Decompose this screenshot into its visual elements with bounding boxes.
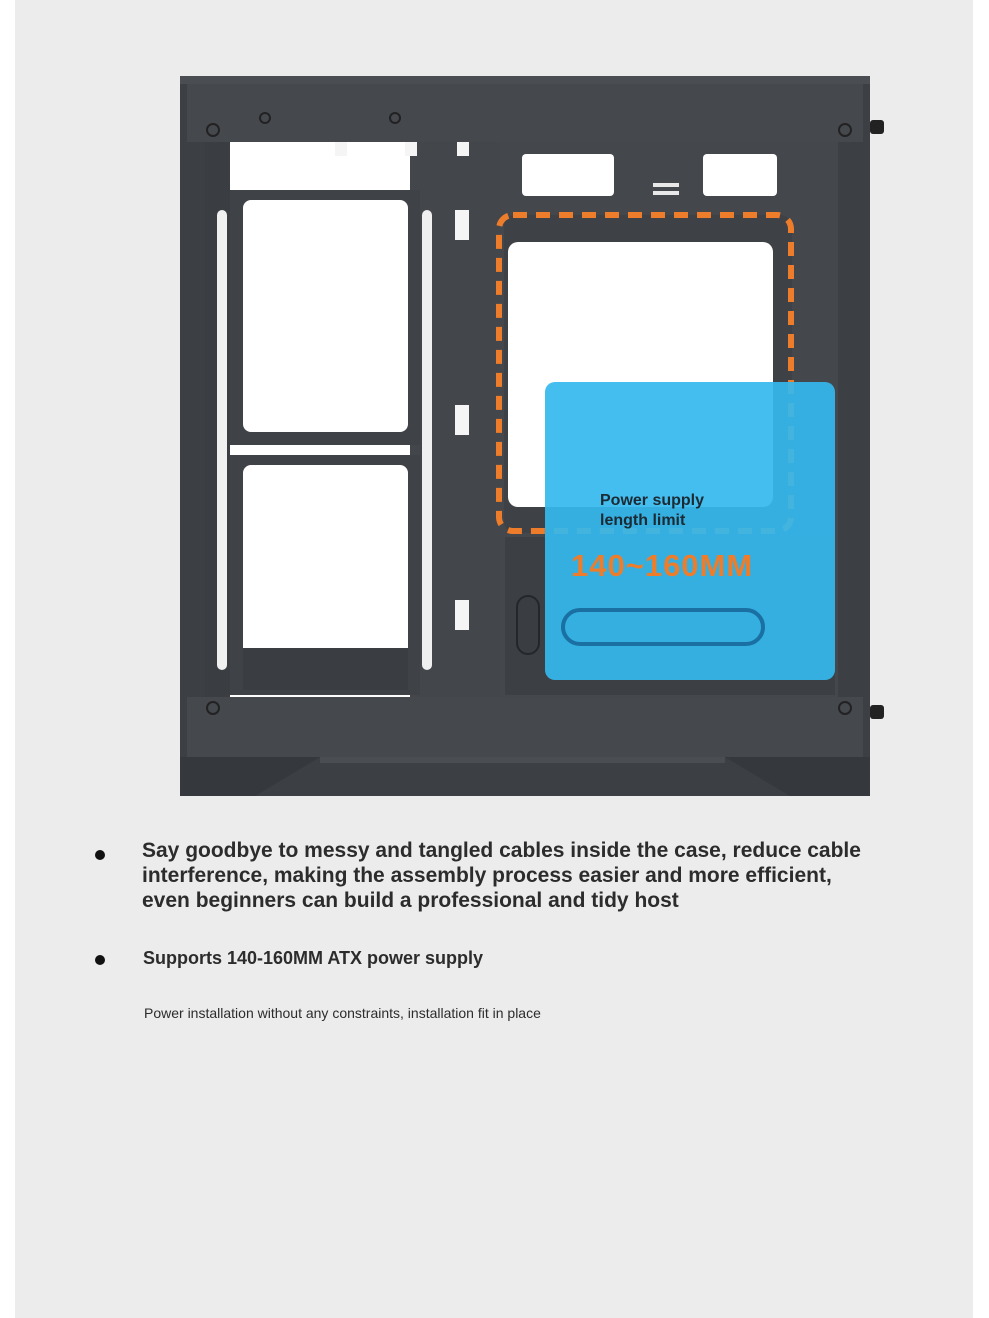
case-illustration (165, 70, 885, 800)
bullet-icon (95, 850, 105, 860)
psu-highlight-box (545, 382, 835, 680)
thumb-screw-bottom (870, 705, 884, 719)
thumb-screw-top (870, 120, 884, 134)
psu-size-value: 140~160MM (571, 548, 754, 583)
top-panel (187, 84, 863, 142)
bullet-icon (95, 955, 105, 965)
bottom-panel (187, 697, 863, 757)
feature-text: Say goodbye to messy and tangled cables inside the case, reduce cable interference, making the assembly process easier and more efficient, even beginners can build a professional and tidy host (142, 839, 861, 912)
psu-limit-label-line1: Power supply (600, 492, 705, 509)
psu-limit-label-line2: length limit (600, 512, 686, 529)
product-page (15, 0, 973, 1318)
feature-subtext: Power installation without any constraints, installation fit in place (144, 1005, 541, 1021)
psu-limit-label (600, 491, 780, 531)
feature-text: Supports 140-160MM ATX power supply (143, 948, 484, 968)
fan-cutout-upper (243, 200, 408, 432)
case-image (165, 70, 885, 800)
